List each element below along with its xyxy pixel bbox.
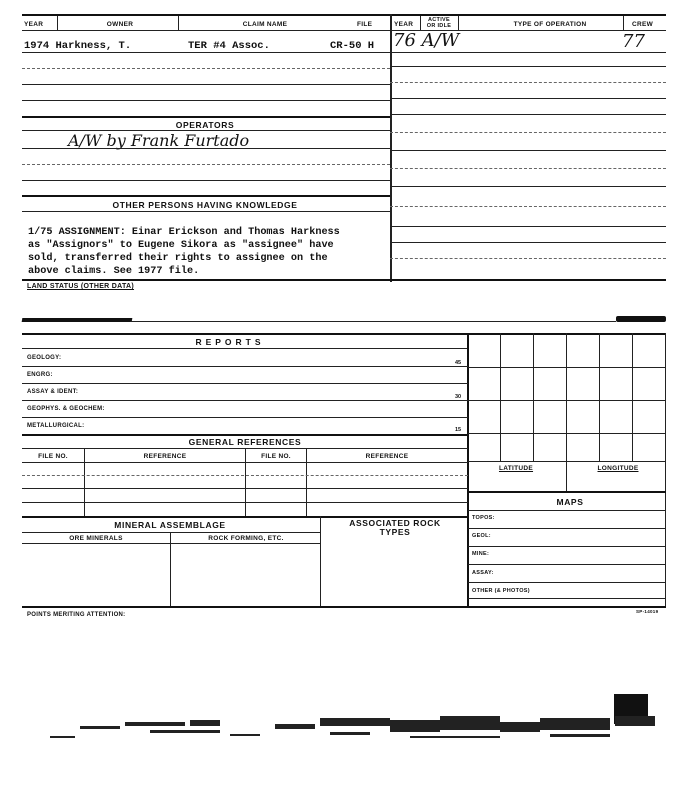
header-file: FILE	[357, 21, 373, 28]
maps-header-rule	[468, 510, 666, 511]
row-line	[22, 462, 468, 463]
associated-rock-types: ASSOCIATED ROCK TYPES	[349, 518, 441, 537]
grid-line	[599, 333, 600, 461]
header-type-of-operation: TYPE OF OPERATION	[513, 21, 587, 28]
row-line	[22, 383, 468, 384]
reports-right-divider	[467, 333, 469, 607]
gr-col-file-no-1: FILE NO.	[38, 453, 68, 460]
latitude-label: LATITUDE	[498, 465, 534, 472]
grid-line	[632, 333, 633, 461]
row-line	[22, 100, 390, 101]
land-status-top-rule	[22, 279, 666, 281]
maps-top-rule	[468, 491, 666, 493]
header-active-idle: ACTIVE OR IDLE	[426, 17, 452, 29]
mineral-subheader-rule	[22, 543, 320, 544]
row-line	[468, 582, 666, 583]
right-row-line	[390, 186, 666, 187]
row-line	[22, 68, 390, 69]
reports-geology: GEOLOGY:	[27, 355, 62, 361]
sep	[623, 16, 624, 30]
reports-engrg: ENGRG:	[27, 372, 53, 378]
grid-line	[468, 433, 666, 434]
row-line	[130, 321, 616, 322]
grid-line	[566, 333, 567, 491]
row-line	[22, 488, 468, 489]
sep	[178, 16, 179, 30]
form-number: SP-14019	[636, 609, 659, 614]
right-row-line	[390, 258, 666, 259]
reports-header-rule	[22, 348, 468, 349]
operators-title: OPERATORS	[175, 120, 235, 130]
right-row-line	[390, 132, 666, 133]
reports-geology-num: 45	[455, 360, 462, 366]
right-row-line	[390, 66, 666, 67]
other-persons-line-2: as "Assignors" to Eugene Sikora as "assignee" have	[28, 240, 334, 251]
maps-geol: GEOL:	[472, 533, 491, 539]
general-references-title: GENERAL REFERENCES	[188, 437, 302, 447]
operators-top-rule	[22, 116, 390, 118]
reports-geophys: GEOPHYS. & GEOCHEM:	[27, 406, 105, 412]
grid-line	[468, 400, 666, 401]
sep	[458, 16, 459, 30]
sep	[57, 16, 58, 30]
record-activity-handwritten: 76 A/W	[393, 30, 460, 51]
row-line	[22, 417, 468, 418]
row-line	[22, 180, 390, 181]
right-row-line	[390, 98, 666, 99]
right-row-line	[390, 242, 666, 243]
record-year-owner: 1974 Harkness, T.	[24, 40, 132, 52]
header-owner: OWNER	[106, 21, 134, 28]
mineral-divider	[320, 516, 321, 607]
gr-col-reference-2: REFERENCE	[365, 453, 409, 460]
points-meriting-attention: POINTS MERITING ATTENTION:	[27, 612, 126, 618]
general-references-top-rule	[22, 434, 468, 436]
sep	[420, 16, 421, 30]
smear-mark	[22, 318, 133, 322]
grid-line	[468, 367, 666, 368]
gr-col-sep	[245, 448, 246, 516]
gr-col-reference-1: REFERENCE	[143, 453, 187, 460]
scan-noise-strip	[30, 712, 660, 752]
header-year: YEAR	[24, 21, 44, 28]
right-row-line	[390, 168, 666, 169]
row-line	[22, 502, 468, 503]
header-claim-name: CLAIM NAME	[242, 21, 288, 28]
gr-col-sep	[306, 448, 307, 516]
other-persons-header-rule	[22, 211, 390, 212]
grid-line	[500, 333, 501, 461]
top-rule	[22, 14, 666, 16]
gr-col-sep	[84, 448, 85, 516]
longitude-label: LONGITUDE	[597, 465, 639, 472]
other-persons-line-3: sold, transferred their rights to assignee on the	[28, 253, 328, 264]
row-line	[22, 164, 390, 165]
row-line	[468, 598, 666, 599]
row-line	[22, 84, 390, 85]
maps-mine: MINE:	[472, 551, 490, 557]
other-persons-title: OTHER PERSONS HAVING KNOWLEDGE	[112, 200, 298, 210]
maps-assay: ASSAY:	[472, 570, 494, 576]
right-row-line	[390, 82, 666, 83]
gr-col-file-no-2: FILE NO.	[261, 453, 291, 460]
reports-title: REPORTS	[195, 337, 265, 347]
row-line	[468, 546, 666, 547]
maps-topos: TOPOS:	[472, 515, 495, 521]
right-row-line	[390, 226, 666, 227]
record-claim-name: TER #4 Assoc.	[188, 40, 270, 52]
other-persons-line-1: 1/75 ASSIGNMENT: Einar Erickson and Thomas Harkness	[28, 227, 340, 238]
maps-title: MAPS	[556, 497, 584, 507]
bottom-rule	[22, 606, 666, 608]
other-persons-line-4: above claims. See 1977 file.	[28, 266, 200, 277]
grid-line	[533, 333, 534, 461]
maps-other: OTHER (& PHOTOS)	[472, 588, 530, 594]
row-line	[468, 528, 666, 529]
header-year2: YEAR	[394, 21, 414, 28]
mineral-header-rule	[22, 532, 320, 533]
record-crew-handwritten: 77	[622, 31, 645, 52]
reports-top-rule	[22, 333, 666, 335]
reports-assay: ASSAY & IDENT:	[27, 389, 79, 395]
reports-assay-num: 30	[455, 394, 462, 400]
reports-metallurgical: METALLURGICAL:	[27, 423, 85, 429]
right-row-line	[390, 52, 666, 53]
row-line	[22, 52, 390, 53]
row-line	[22, 148, 390, 149]
reports-metallurgical-num: 15	[455, 427, 462, 433]
rock-forming-label: ROCK FORMING, ETC.	[208, 535, 284, 542]
smear-mark	[616, 316, 666, 322]
right-row-line	[390, 206, 666, 207]
header-crew: CREW	[632, 21, 654, 28]
record-file: CR-50 H	[330, 40, 375, 52]
right-row-line	[390, 114, 666, 115]
header-bottom-rule	[22, 30, 666, 31]
operators-handwritten: A/W by Frank Furtado	[68, 131, 250, 150]
row-line	[22, 366, 468, 367]
grid-line	[468, 461, 666, 462]
land-status-label: LAND STATUS (OTHER DATA)	[27, 283, 135, 290]
row-line	[22, 400, 468, 401]
mineral-title: MINERAL ASSEMBLAGE	[114, 520, 226, 530]
ore-minerals-label: ORE MINERALS	[69, 535, 123, 542]
row-line	[22, 475, 468, 476]
row-line	[468, 564, 666, 565]
grid-line	[665, 333, 666, 607]
right-row-line	[390, 150, 666, 151]
other-persons-top-rule	[22, 195, 390, 197]
